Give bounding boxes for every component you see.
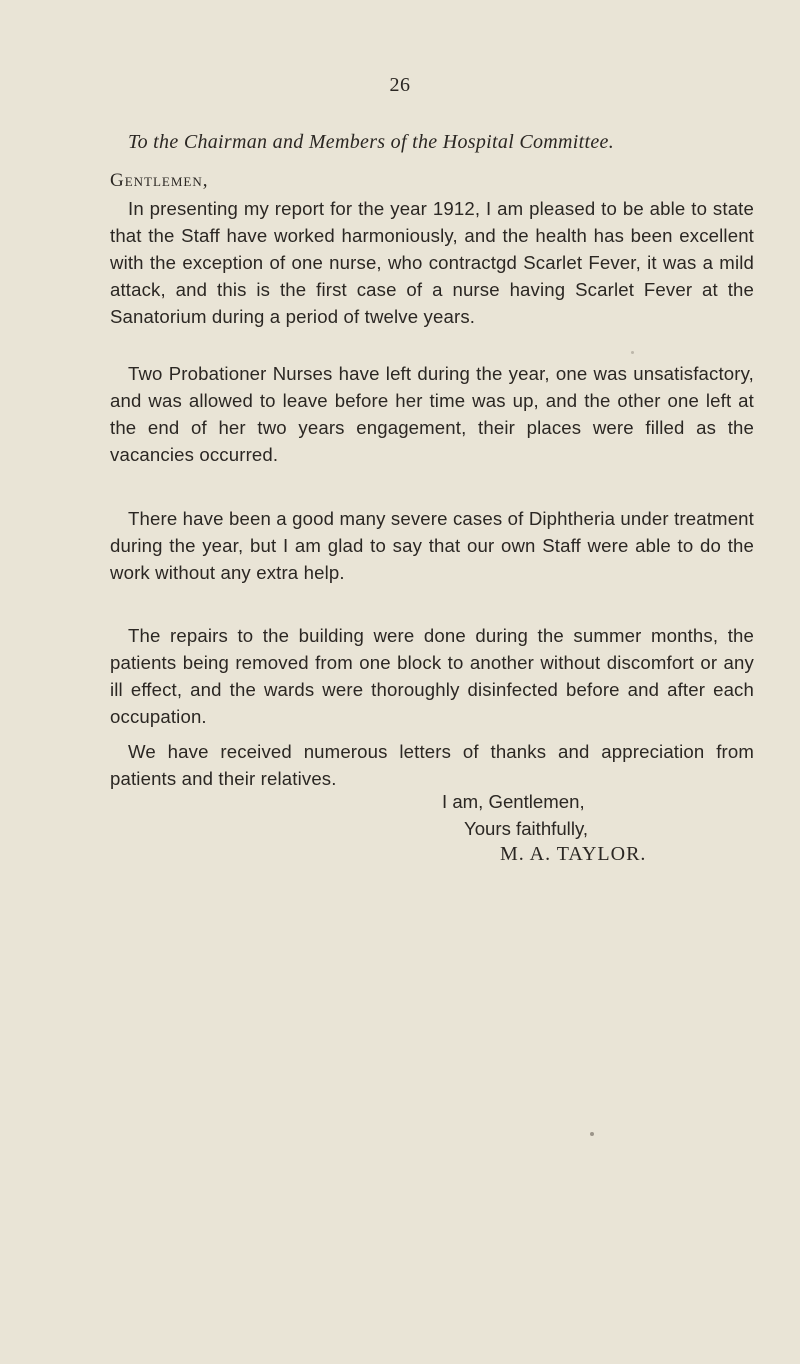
page-number: 26 bbox=[389, 74, 411, 96]
paragraph-letters-of-thanks: We have received numerous letters of thanks and appreciation from patients and their relatives. bbox=[110, 741, 754, 789]
paragraph-staff-health: In presenting my report for the year 1912, I am pleased to be able to state that the Staff have worked harmoniously, and the health has been excellent with the exception of one nurse, who contractgd Scarlet Fever, it was a mild attack, and this is the first case of a nurse having Scarlet Fever at the Sanatorium during a period of twelve years. bbox=[110, 198, 754, 327]
salutation: Gentlemen, bbox=[110, 170, 209, 191]
valediction: Yours faithfully, bbox=[464, 818, 589, 839]
paper-speck bbox=[590, 1132, 594, 1136]
closing-line: I am, Gentlemen, bbox=[442, 791, 585, 812]
paragraph-probationer-nurses: Two Probationer Nurses have left during the year, one was unsatisfactory, and was allowed to leave before her time was up, and the other one left at the end of her two years engagement, their places were filled as the vacancies occurred. bbox=[110, 363, 754, 465]
paragraph-building-repairs: The repairs to the building were done during the summer months, the patients being removed from one block to another without discomfort or any ill effect, and the wards were thoroughly disinfected before and after each occupation. bbox=[110, 625, 754, 727]
addressee-line: To the Chairman and Members of the Hospital Committee. bbox=[128, 131, 615, 153]
paper-speck bbox=[631, 351, 634, 354]
paragraph-diphtheria-cases: There have been a good many severe cases of Diphtheria under treatment during the year, but I am glad to say that our own Staff were able to do the work without any extra help. bbox=[110, 508, 754, 583]
signature: M. A. TAYLOR. bbox=[500, 843, 647, 865]
